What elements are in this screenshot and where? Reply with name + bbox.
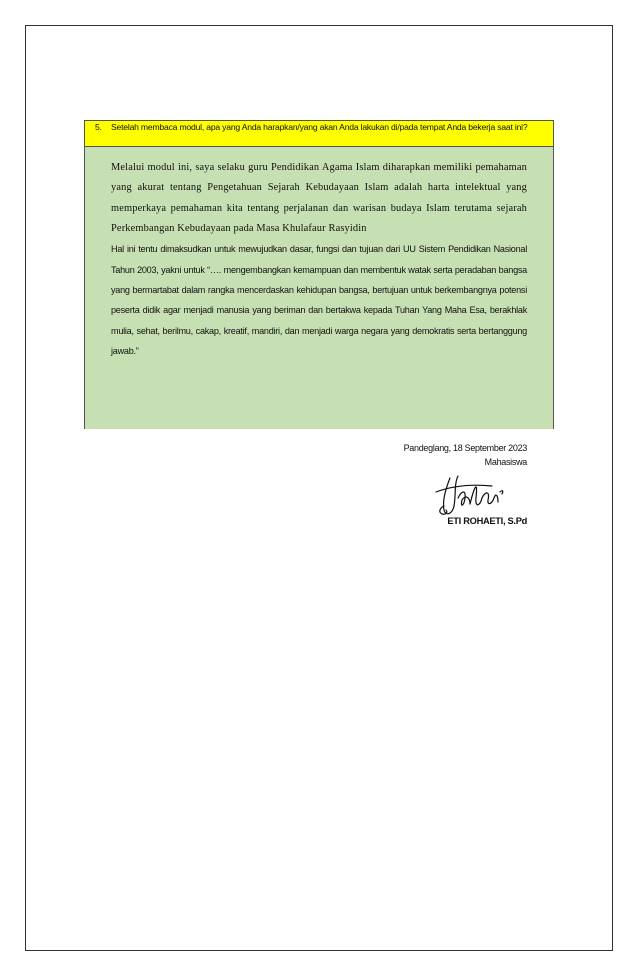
question-text: Setelah membaca modul, apa yang Anda harapkan/yang akan Anda lakukan di/pada tempat Anda bekerja saat ini?	[111, 122, 528, 132]
signer-name: ETI ROHAETI, S.Pd	[447, 516, 527, 526]
signature-block	[404, 441, 527, 469]
answer-body	[85, 147, 553, 429]
question-header	[85, 121, 553, 147]
place-date: Pandeglang, 18 September 2023	[403, 443, 527, 453]
question-box	[84, 120, 554, 429]
answer-paragraph-1: Melalui modul ini, saya selaku guru Pendidikan Agama Islam diharapkan memiliki pemahaman yang akurat tentang Pengetahuan Sejarah Kebudayaan Islam adalah harta intelektual yang memperkaya pemahaman kita tentang perjalanan dan warisan budaya Islam terutama sejarah Perkembangan Kebudayaan pada Masa Khulafaur Rasyidin	[111, 162, 527, 234]
signer-role: Mahasiswa	[484, 457, 527, 467]
handwritten-signature	[432, 468, 512, 520]
question-number: 5.	[95, 122, 102, 132]
answer-paragraph-2: Hal ini tentu dimaksudkan untuk mewujudkan dasar, fungsi dan tujuan dari UU Sistem Pendidikan Nasional Tahun 2003, yakni untuk “…. mengembangkan kemampuan dan membentuk watak serta peradaban bangsa yang bermartabat dalam rangka mencerdaskan kehidupan bangsa, bertujuan untuk berkembangnya potensi peserta didik agar menjadi manusia yang beriman dan bertakwa kepada Tuhan Yang Maha Esa, berakhlak mulia, sehat, berilmu, cakap, kreatif, mandiri, dan menjadi warga negara yang demokratis serta bertanggung jawab.”	[111, 244, 527, 357]
